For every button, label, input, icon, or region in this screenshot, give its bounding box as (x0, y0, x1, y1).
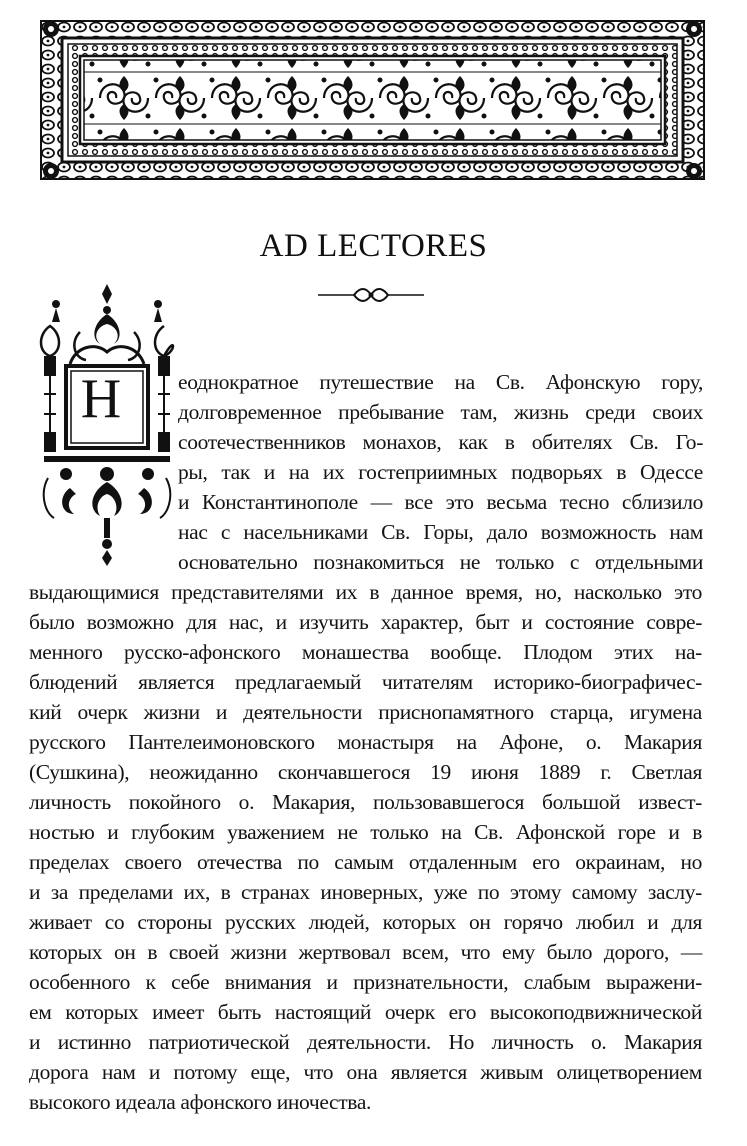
paragraph-line: особенного к себе внимания и признательности, слабым выражени- (29, 970, 702, 994)
paragraph-line: было возможно для нас, и изучить характер, быт и состояние совре- (29, 610, 702, 634)
paragraph-line: которых он в своей жизни жертвовал всем, что ему было дорого, — (29, 940, 702, 964)
fleuron-ornament-icon (316, 284, 426, 306)
paragraph-line: русского Пантелеимоновского монастыря на Афоне, о. Макария (29, 730, 702, 754)
paragraph-line: основательно познакомиться не только с отдельными (178, 550, 703, 574)
paragraph-line: соотечественников монахов, как в обителях Св. Го- (178, 430, 703, 454)
paragraph-line: ностью и глубоким уважением не только на Св. Афонской горе и в (29, 820, 702, 844)
paragraph-line: еоднократное путешествие на Св. Афонскую гору, (178, 370, 703, 394)
chapter-title: AD LECTORES (259, 228, 488, 264)
ornamental-headpiece (40, 20, 705, 180)
paragraph-line: живает со стороны русских людей, которых он горячо любил и для (29, 910, 702, 934)
paragraph-line: личность покойного о. Макария, пользовавшегося большой извест- (29, 790, 702, 814)
paragraph-line: пределах своего отечества по самым отдаленным его окраинам, но (29, 850, 702, 874)
paragraph-line: и Константинополе — все это весьма тесно сблизило (178, 490, 703, 514)
paragraph-line: и истинно патриотической деятельности. Но личность о. Макария (29, 1030, 702, 1054)
paragraph-line: кий очерк жизни и деятельности приснопамятного старца, игумена (29, 700, 702, 724)
paragraph-line: выдающимися представителями их в данное время, но, насколько это (29, 580, 702, 604)
paragraph-line: блюдений является предлагаемый читателям историко-биографичес- (29, 670, 702, 694)
paragraph-line: дорога нам и потому еще, что она является живым олицетворением (29, 1060, 702, 1084)
paragraph-line: ем которых имеет быть настоящий очерк его высокоподвижнической (29, 1000, 702, 1024)
drop-cap-letter: Н (80, 368, 122, 430)
paragraph-line: нас с насельниками Св. Горы, дало возможность нам (178, 520, 703, 544)
paragraph-line: долговременное пребывание там, жизнь среди своих (178, 400, 703, 424)
paragraph-line: высокого идеала афонского иночества. (29, 1090, 372, 1114)
paragraph-line: ры, так и на их гостеприимных подворьях в Одессе (178, 460, 703, 484)
paragraph-line: и за пределами их, в странах иноверных, уже по этому самому заслу- (29, 880, 702, 904)
paragraph-line: (Сушкина), неожиданно скончавшегося 19 июня 1889 г. Светлая (29, 760, 702, 784)
paragraph-line: менного русско-афонского монашества вообще. Плодом этих на- (29, 640, 702, 664)
